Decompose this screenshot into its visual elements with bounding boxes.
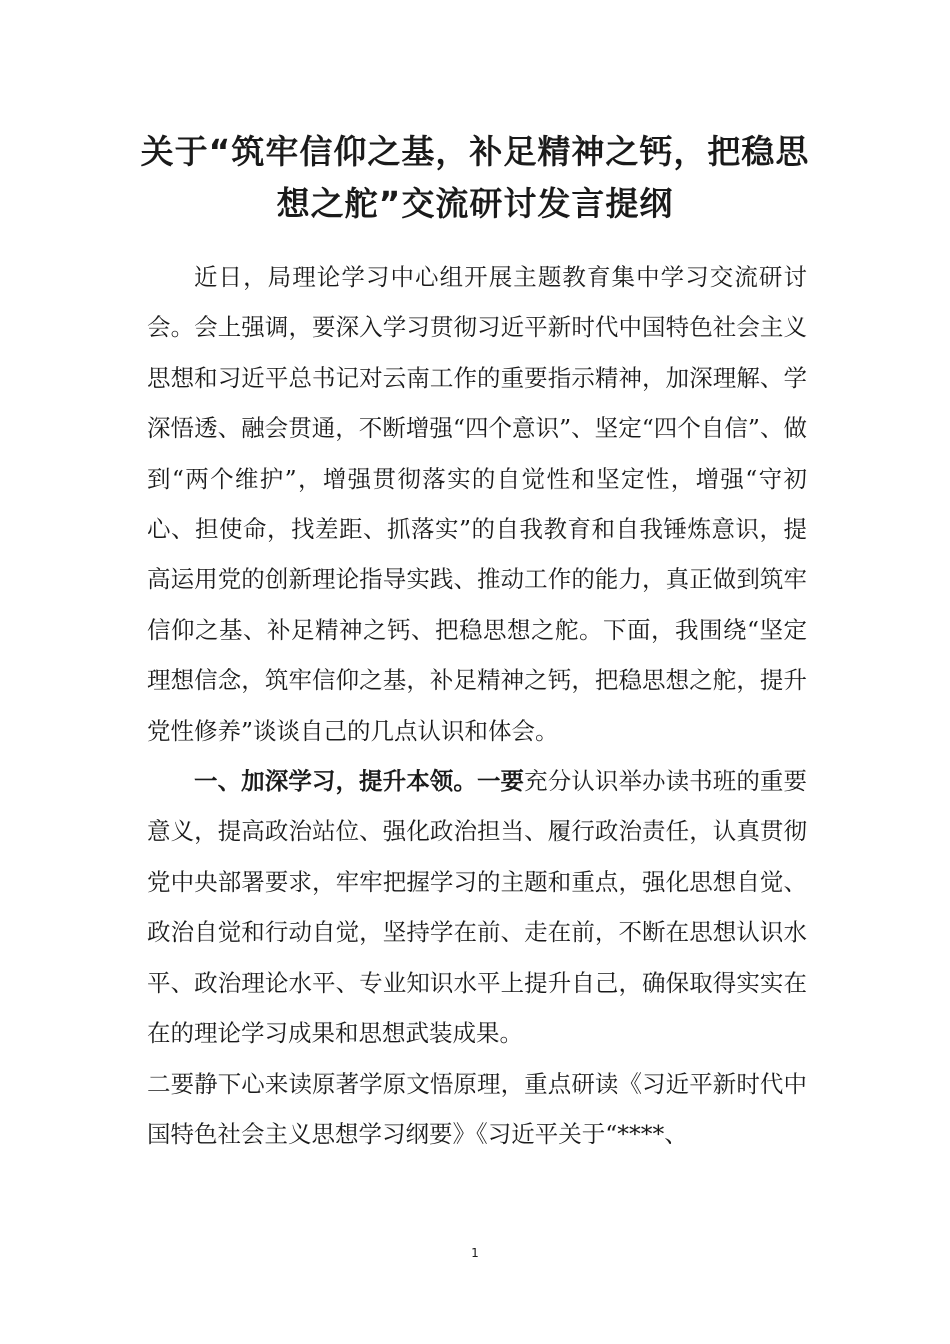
document-title: 关于“筑牢信仰之基，补足精神之钙，把稳思想之舵”交流研讨发言提纲 (140, 132, 810, 223)
section-one-heading: 一、加深学习，提升本领。一要 (194, 767, 525, 796)
paragraph-intro (147, 252, 807, 756)
point-two-text: 二要静下心来读原著学原文悟原理，重点研读《习近平新时代中国特色社会主义思想学习纲要》《习近平关于“****、 (147, 1069, 807, 1148)
page-number: 1 (471, 1246, 479, 1260)
paragraph-section-one (147, 756, 807, 1058)
paragraph-intro-text: 近日，局理论学习中心组开展主题教育集中学习交流研讨会。会上强调，要深入学习贯彻习近平新时代中国特色社会主义思想和习近平总书记对云南工作的重要指示精神，加深理解、学深悟透、融会贯通，不断增强“四个意识”、坚定“四个自信”、做到“两个维护”，增强贯彻落实的自觉性和坚定性，增强“守初心、担使命，找差距、抓落实”的自我教育和自我锤炼意识，提高运用党的创新理论指导实践、推动工作的能力，真正做到筑牢信仰之基、补足精神之钙、把稳思想之舵。下面，我围绕“坚定理想信念，筑牢信仰之基，补足精神之钙，把稳思想之舵，提升党性修养”谈谈自己的几点认识和体会。 (147, 263, 807, 745)
paragraph-point-two (147, 1059, 807, 1160)
section-one-text: 充分认识举办读书班的重要意义，提高政治站位、强化政治担当、履行政治责任，认真贯彻党中央部署要求，牢牢把握学习的主题和重点，强化思想自觉、政治自觉和行动自觉，坚持学在前、走在前，不断在思想认识水平、政治理论水平、专业知识水平上提升自己，确保取得实实在在的理论学习成果和思想武装成果。 (147, 767, 808, 1048)
document-body (147, 252, 807, 1159)
